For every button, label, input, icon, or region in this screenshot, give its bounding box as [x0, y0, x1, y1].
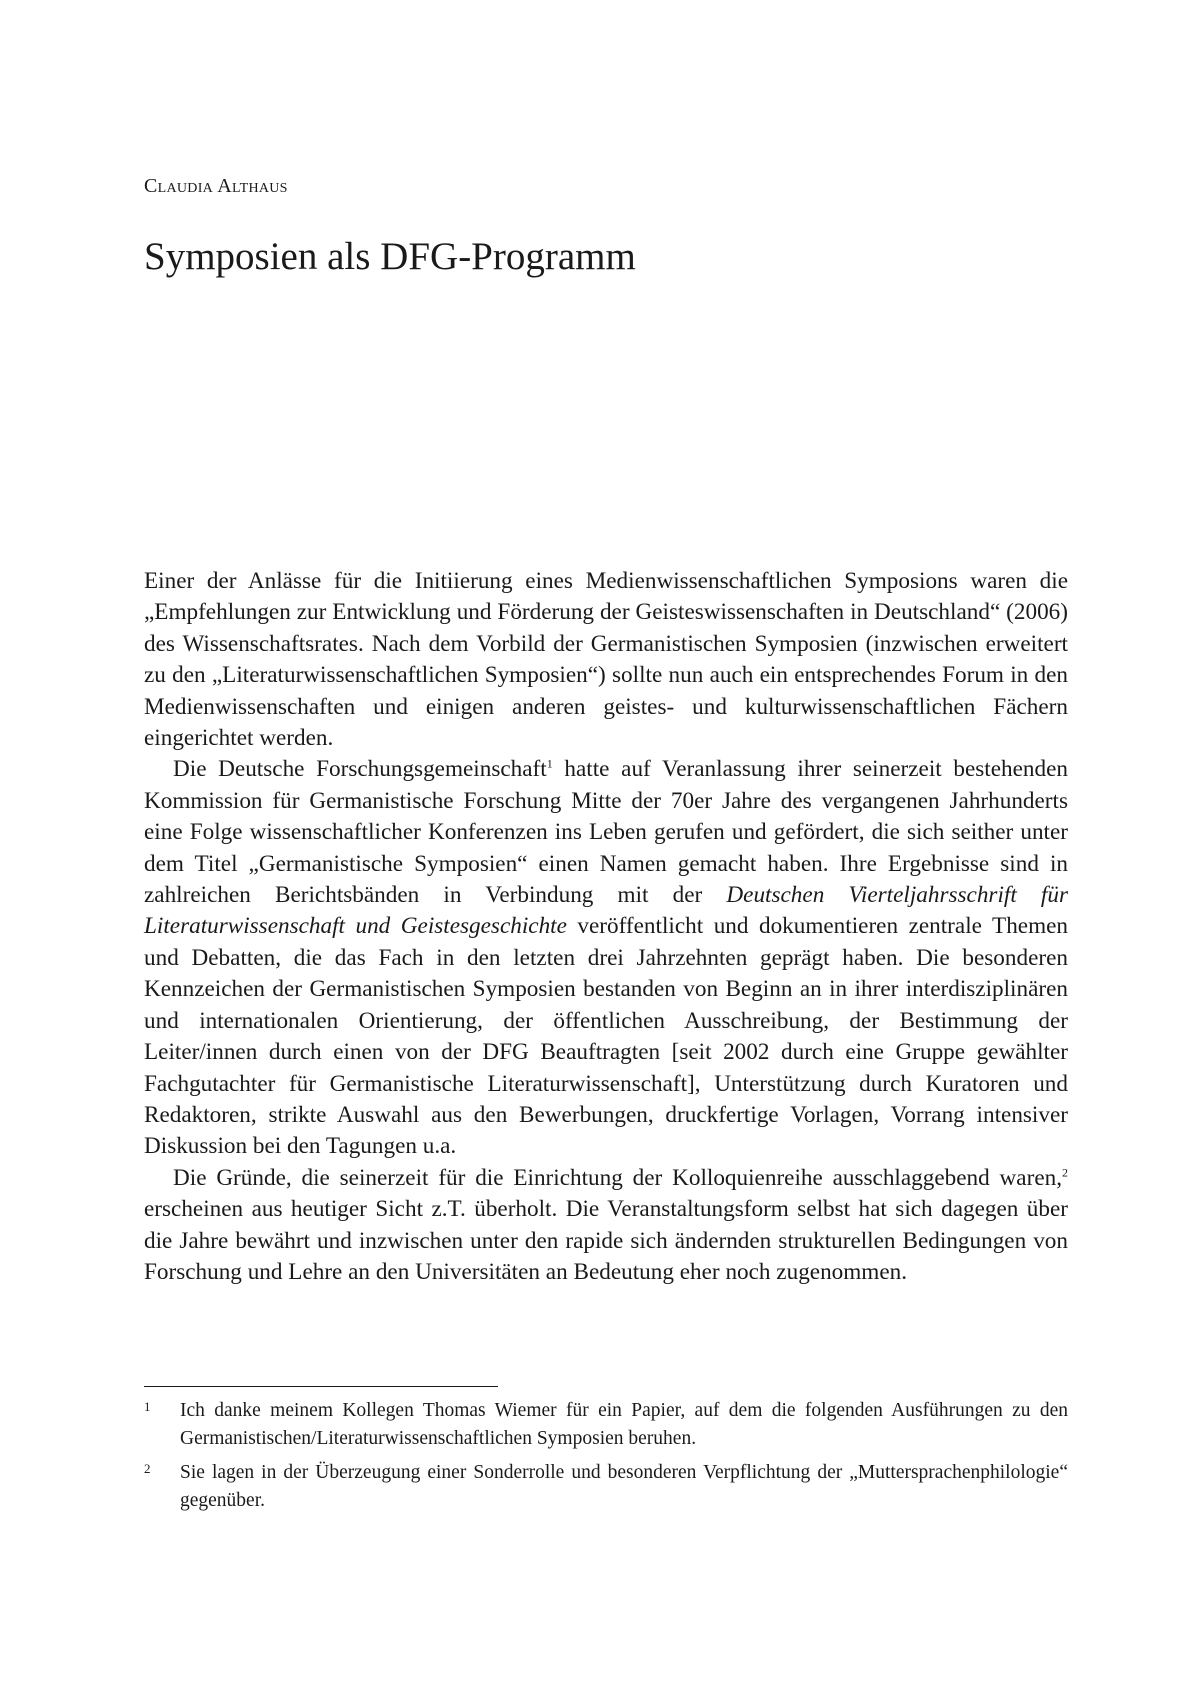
footnote-divider	[144, 1386, 498, 1387]
paragraph-3-text-b: erscheinen aus heutiger Sicht z.T. überholt. Die Veranstaltungsform selbst hat sich dagegen über die Jahre bewährt und inzwischen unter den rapide sich ändernden strukturellen Bedingungen von Forschung und Lehre an den Universitäten an Bedeutung eher noch zugenommen.	[144, 1196, 1068, 1285]
paragraph-1	[144, 566, 1068, 754]
footnote-text-2: Sie lagen in der Überzeugung einer Sonderrolle und besonderen Verpflichtung der „Muttersprachenphilologie“ gegenüber.	[180, 1462, 1068, 1511]
footnote-ref-2[interactable]: 2	[1062, 1164, 1068, 1179]
footnote-1	[144, 1397, 1068, 1453]
page	[144, 0, 1068, 1694]
footnote-number-2: 2	[144, 1461, 151, 1476]
paragraph-2	[144, 754, 1068, 1162]
paragraph-2-text-a: Die Deutsche Forschungsgemeinschaft	[173, 756, 547, 783]
paragraph-2-text-c: veröffentlicht und dokumentieren zentrale Themen und Debatten, die das Fach in den letzten drei Jahrzehnten geprägt haben. Die besonderen Kennzeichen der Germanistischen Symposien bestanden von Beginn an in ihrer interdisziplinären und internationalen Orientierung, der öffentlichen Ausschreibung, der Bestimmung der Leiter/innen durch einen von der DFG Beauftragten [seit 2002 durch eine Gruppe gewählter Fachgutachter für Germanistische Literaturwissenschaft], Unterstützung durch Kuratoren und Redaktoren, strikte Auswahl aus den Bewerbungen, druckfertige Vorlagen, Vorrang intensiver Diskussion bei den Tagungen u.a.	[144, 913, 1068, 1160]
footnote-text-1: Ich danke meinem Kollegen Thomas Wiemer für ein Papier, auf dem die folgenden Ausführungen zu den Germanistischen/Literaturwissenschaftlichen Symposien beruhen.	[180, 1400, 1068, 1449]
footnote-ref-1[interactable]: 1	[546, 756, 553, 771]
footnote-2	[144, 1459, 1068, 1515]
paragraph-1-text: Einer der Anlässe für die Initiierung eines Medienwissenschaftlichen Symposions waren die „Empfehlungen zur Entwicklung und Förderung der Geisteswissenschaften in Deutschland“ (2006) des Wissenschaftsrates. Nach dem Vorbild der Germanistischen Symposien (inzwischen erweitert zu den „Literaturwissenschaftlichen Symposien“) sollte nun auch ein entsprechendes Forum in den Medienwissenschaften und einigen anderen geistes- und kulturwissenschaftlichen Fächern eingerichtet werden.	[144, 568, 1068, 752]
footnotes	[144, 1397, 1068, 1521]
body-text	[144, 566, 1068, 1288]
paragraph-2-text-b: hatte auf Veranlassung ihrer seinerzeit bestehenden Kommission für Germanistische Forschung Mitte der 70er Jahre des vergangenen Jahrhunderts eine Folge wissenschaftlicher Konferenzen ins Leben gerufen und gefördert, die sich seither unter dem Titel „Germanistische Symposien“ einen Namen gemacht haben. Ihre Ergebnisse sind in zahlreichen Berichtsbänden in Verbindung mit der	[144, 756, 1068, 909]
journal-title: Deutschen Vierteljahrsschrift für Literaturwissenschaft und Geistesgeschichte	[144, 882, 1068, 940]
article-title: Symposien als DFG-Programm	[144, 235, 636, 278]
author-name: Claudia Althaus	[144, 175, 288, 197]
paragraph-3	[144, 1163, 1068, 1289]
footnote-number-1: 1	[144, 1399, 151, 1414]
paragraph-3-text-a: Die Gründe, die seinerzeit für die Einrichtung der Kolloquienreihe ausschlaggebend waren,	[173, 1164, 1062, 1191]
